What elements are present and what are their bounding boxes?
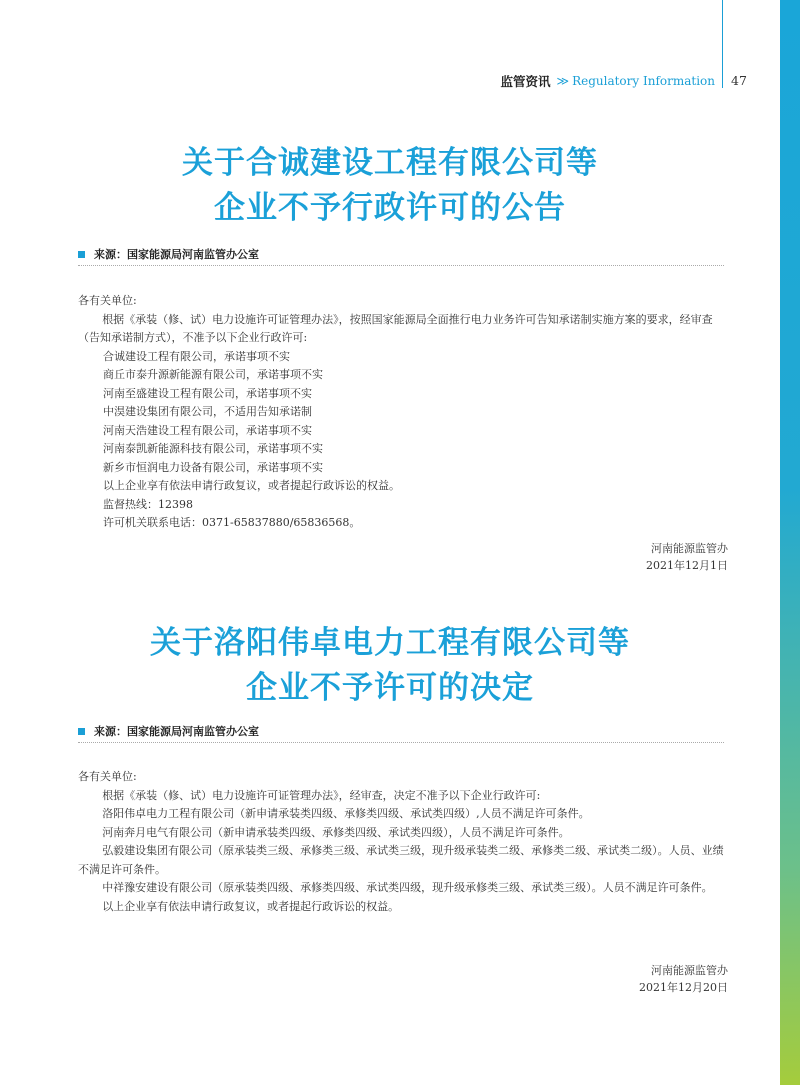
body-paragraph: 河南奔月电气有限公司（新申请承装类四级、承修类四级、承试类四级），人员不满足许可条件。 bbox=[102, 825, 570, 839]
running-header bbox=[500, 72, 715, 90]
salutation: 各有关单位: bbox=[78, 294, 137, 307]
notice2-title-line1: 关于洛阳伟卓电力工程有限公司等 bbox=[150, 625, 630, 661]
rights-paragraph: 以上企业享有依法申请行政复议，或者提起行政诉讼的权益。 bbox=[103, 479, 400, 492]
body-paragraph: 弘毅建设集团有限公司（原承装类三级、承修类三级、承试类三级，现升级承装类二级、承修类二级、承试类二级）。人员、业绩不满足许可条件。 bbox=[78, 844, 724, 876]
section-name-en: Regulatory Information bbox=[572, 74, 715, 88]
hotline: 监督热线：12398 bbox=[103, 497, 193, 511]
source-label: 来源： bbox=[94, 725, 127, 738]
contact-phone: 许可机关联系电话：0371-65837880/65836568。 bbox=[103, 516, 361, 529]
company-item: 商丘市泰升源新能源有限公司，承诺事项不实 bbox=[103, 368, 323, 381]
square-bullet-icon bbox=[78, 251, 85, 258]
company-item: 河南至盛建设工程有限公司，承诺事项不实 bbox=[103, 386, 312, 400]
side-color-bar bbox=[780, 0, 800, 1085]
date: 2021年12月20日 bbox=[639, 981, 728, 994]
company-item: 河南天浩建设工程有限公司，承诺事项不实 bbox=[103, 423, 312, 437]
source-value: 国家能源局河南监管办公室 bbox=[127, 725, 259, 738]
signature: 河南能源监管办 bbox=[651, 964, 728, 977]
header-vertical-rule bbox=[722, 0, 723, 88]
chevron-right-icon: ≫ bbox=[556, 74, 567, 88]
salutation: 各有关单位: bbox=[78, 770, 137, 783]
notice2-signature-block bbox=[428, 962, 728, 996]
company-item: 合诚建设工程有限公司，承诺事项不实 bbox=[103, 349, 290, 363]
notice2-body bbox=[78, 768, 726, 916]
section-name-cn: 监管资讯 bbox=[500, 74, 551, 89]
date: 2021年12月1日 bbox=[646, 559, 728, 572]
notice1-source bbox=[78, 243, 724, 266]
company-item: 河南泰凯新能源科技有限公司，承诺事项不实 bbox=[103, 442, 323, 455]
notice1-body bbox=[78, 292, 726, 533]
notice1-signature-block bbox=[428, 540, 728, 574]
signature: 河南能源监管办 bbox=[651, 542, 728, 555]
body-paragraph: 中祥豫安建设有限公司（原承装类四级、承修类四级、承试类四级，现升级承修类三级、承试类三级）。人员不满足许可条件。 bbox=[102, 881, 713, 894]
company-item: 中淏建设集团有限公司，不适用告知承诺制 bbox=[103, 405, 312, 418]
body-paragraph: 洛阳伟卓电力工程有限公司（新申请承装类四级、承修类四级、承试类四级）,人员不满足许可条件。 bbox=[102, 807, 590, 820]
intro-paragraph: 根据《承装（修、试）电力设施许可证管理办法》，按照国家能源局全面推行电力业务许可告知承诺制实施方案的要求，经审查（告知承诺制方式），不准予以下企业行政许可: bbox=[78, 312, 713, 344]
square-bullet-icon bbox=[78, 728, 85, 735]
notice1-title-line1: 关于合诚建设工程有限公司等 bbox=[182, 145, 598, 181]
notice1-title-line2: 企业不予行政许可的公告 bbox=[214, 190, 566, 226]
body-paragraph: 根据《承装（修、试）电力设施许可证管理办法》，经审查，决定不准予以下企业行政许可: bbox=[102, 788, 541, 802]
source-value: 国家能源局河南监管办公室 bbox=[127, 248, 259, 261]
company-item: 新乡市恒润电力设备有限公司，承诺事项不实 bbox=[103, 460, 323, 474]
source-label: 来源： bbox=[94, 248, 127, 261]
notice2-title-line2: 企业不予许可的决定 bbox=[246, 670, 534, 706]
notice2-source bbox=[78, 720, 724, 743]
page-number: 47 bbox=[731, 73, 747, 88]
body-paragraph: 以上企业享有依法申请行政复议，或者提起行政诉讼的权益。 bbox=[102, 899, 400, 913]
